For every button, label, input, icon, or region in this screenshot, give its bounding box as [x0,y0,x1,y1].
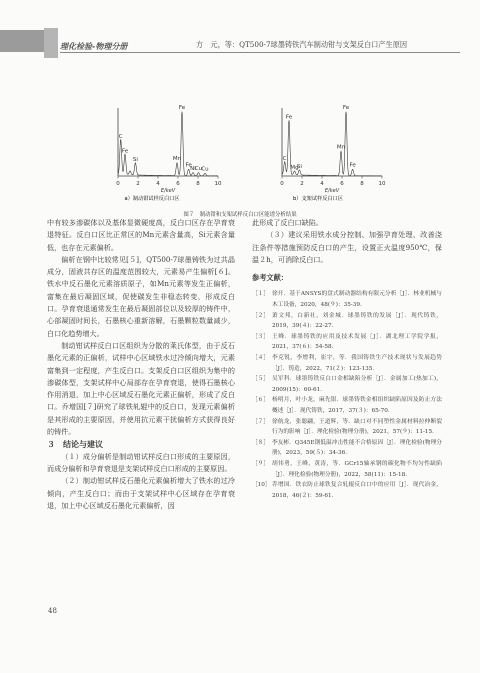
peak-label: Si [296,163,302,170]
reference-number: ［６］ [252,397,270,404]
x-axis-label: E/keV [160,188,176,194]
reference-text: 李友彬．Q345E钢低温冲击性能不合格原因［J］．理化检验(物理分册)，2023，59(５)：34-36． [272,439,442,457]
peak-label: Mn [172,156,182,163]
x-tick-label: 10 [378,181,386,187]
journal-name: 理化检验-物理分册 [60,42,128,51]
reference-item [252,289,442,310]
reference-item [252,311,442,332]
references-heading: 参考文献： [252,273,288,283]
peak-label: Mg [290,165,299,172]
peak-label: Fe [342,105,350,111]
reference-list [252,289,442,501]
paragraph: （２）制动钳试样反石墨化元素偏析增大了铁水的过冷倾向，产生反白口；而由于支架试样中心区域存在孕育衰退，加上中心区域反石墨化元素偏析，因 [47,476,235,510]
eds-chart-a [116,105,222,194]
figure-caption: 图７ 制动钳和支架试样反白口区能谱分析结果 [183,212,297,218]
peak-label: Ni [190,165,196,172]
page-number: 48 [48,607,57,615]
reference-number: ［４］ [252,355,270,362]
panel-b-caption: b）支架试样反白口区 [293,196,343,202]
reference-item [252,332,442,353]
peak-label: C [282,156,287,163]
x-axis-label: E/keV [324,188,340,194]
reference-number: ［９］ [252,460,270,467]
reference-item [252,353,442,374]
reference-text: 李克锐，李增利，崔宇，等．我国铸铁生产技术现状与发展趋势［J］．铸造，2022，71(２)：123-135． [272,355,442,372]
reference-item [252,395,442,416]
x-tick-label: 8 [196,181,200,187]
x-tick-label: 4 [320,181,324,187]
x-tick-label: 0 [116,181,120,187]
eds-chart-b [280,105,386,194]
reference-text: 乔增国．铁衣防止球铁复合轧辊反白口中的应用［J］．现代冶金，2018，46(２)：59-61． [272,482,442,499]
left-column [47,217,235,512]
reference-text: 萧文邦，白新社，刘金城．球墨铸铁的发展［J］．现代铸铁，2019，39(４)：22-27． [272,312,442,330]
reference-item [252,459,442,480]
paragraph: 中有较多渗碳体以及基体显微硬度高，反白口区存在孕育衰退特征。反白口区比正常区的Mn元素含量高，Si元素含量低，也存在元素偏析。 [47,218,235,252]
paragraph: 制动钳试样反白口区组织为分散的莱氏体型，由于反石墨化元素的正偏析，试样中心区域铁水过冷倾向增大，元素富集到一定程度，产生反白口。支架反白口区组织为集中的渗碳体型，支架试样中心局部存在孕育衰退，使得石墨核心作用消退，加上中心区域反石墨化元素正偏析，形成了反白口。乔增国[７]研究了球铁轧辊中的反白口，发现元素偏析是其形成的主要原因，并使用抗元素干扰偏析方式获得良好的铸件。 [47,340,235,437]
x-tick-label: 6 [176,181,180,187]
reference-number: ［７］ [252,418,270,425]
paragraph: （３）建议采用铁水成分控制、加强孕育处理、改善浇注条件等措施预防反白口的产生，设置正火温度950℃，保温２h，可消除反白口。 [252,230,442,264]
reference-item [252,374,442,395]
peak-label: Cu [194,165,203,172]
x-tick-label: 6 [340,181,344,187]
reference-number: ［８］ [252,439,270,446]
peak-label: Fe [349,162,356,169]
reference-text: 吴军科．球墨铸铁反白口金相缺陷分析［J］．金属加工(热加工)，2009(15)：60-61． [272,376,442,393]
reference-number: ［10］ [252,482,271,489]
reference-number: ［２］ [252,312,270,319]
x-tick-label: 8 [360,181,364,187]
x-tick-label: 0 [280,181,284,187]
reference-item [252,417,442,438]
reference-number: ［１］ [252,291,270,298]
peak-label: Fe [185,162,192,169]
peak-label: Si [132,156,138,163]
reference-text: 胡伟勇，王峰，黄涛，等．GCr15轴承钢的碳化物不均匀性缺陷［J］．理化检验(物理分册)，2022，58(11)：15-18． [272,460,442,478]
reference-item [252,438,442,459]
reference-number: ［５］ [252,376,270,383]
x-tick-label: 4 [156,181,160,187]
running-title: 方 元，等：QT500-7球墨铸铁汽车制动钳与支架反白口产生原因 [196,40,408,49]
x-tick-label: 10 [214,181,222,187]
x-tick-label: 2 [300,181,304,187]
reference-text: 杨明月，叶小龙，麻先银．球墨铸铁金相组织缺陷原因及防止方法概述［J］．现代铸铁，2017，37(３)：65-70． [272,397,442,415]
reference-text: 徐开．基于ANSYS的盘式制动器结构有限元分析［J］．林业机械与木工设备，2020，48(９)：35-39． [272,291,442,309]
panel-a-caption: a）制动钳试样反白口区 [124,196,180,202]
paragraph: （１）成分偏析是制动钳试样反白口形成的主要原因，而成分偏析和孕育衰退是支架试样反白口形成的主要原因。 [47,451,235,473]
reference-number: ［３］ [252,333,270,340]
paragraph: 偏析在钢中比较常见[５]，QT500-7球墨铸铁为过共晶成分，固液共存区的温度范围较大，元素易产生偏析[６]。铁水中反石墨化元素溶质原子，如Mn元素等发生正偏析，富集在最后凝固区域，促使碳发生非稳态转变，形成反白口。孕育衰退通常发生在最后凝固部位以及较厚的铸件中，心部凝固时间长，石墨核心重新溶解，石墨颗粒数量减少，白口化趋势增大。 [47,254,235,338]
peak-label: Cu [201,166,209,173]
section-heading: ３ 结论与建议 [47,439,103,450]
peak-label: Fe [178,105,186,111]
peak-label: C [118,133,123,140]
reference-item [252,480,442,501]
reference-text: 王峰．球墨铸铁的应用及技术发展［J］．湖北理工学院学报，2021，37(６)：54-58． [272,333,442,351]
x-tick-label: 2 [136,181,140,187]
right-column [252,217,442,501]
eds-figure [0,0,480,215]
peak-label: Fe [121,148,129,155]
paragraph: 此形成了反白口缺陷。 [252,218,323,227]
reference-text: 徐航龙，张聪翩，王道辉，等．缺口对不同塑性金属材料拉伸断裂行为的影响［J］．理化检验(物理分册)，2021，57(９)：11-15． [272,418,442,436]
peak-label: Fe [285,114,293,121]
peak-label: Mn [336,144,346,151]
